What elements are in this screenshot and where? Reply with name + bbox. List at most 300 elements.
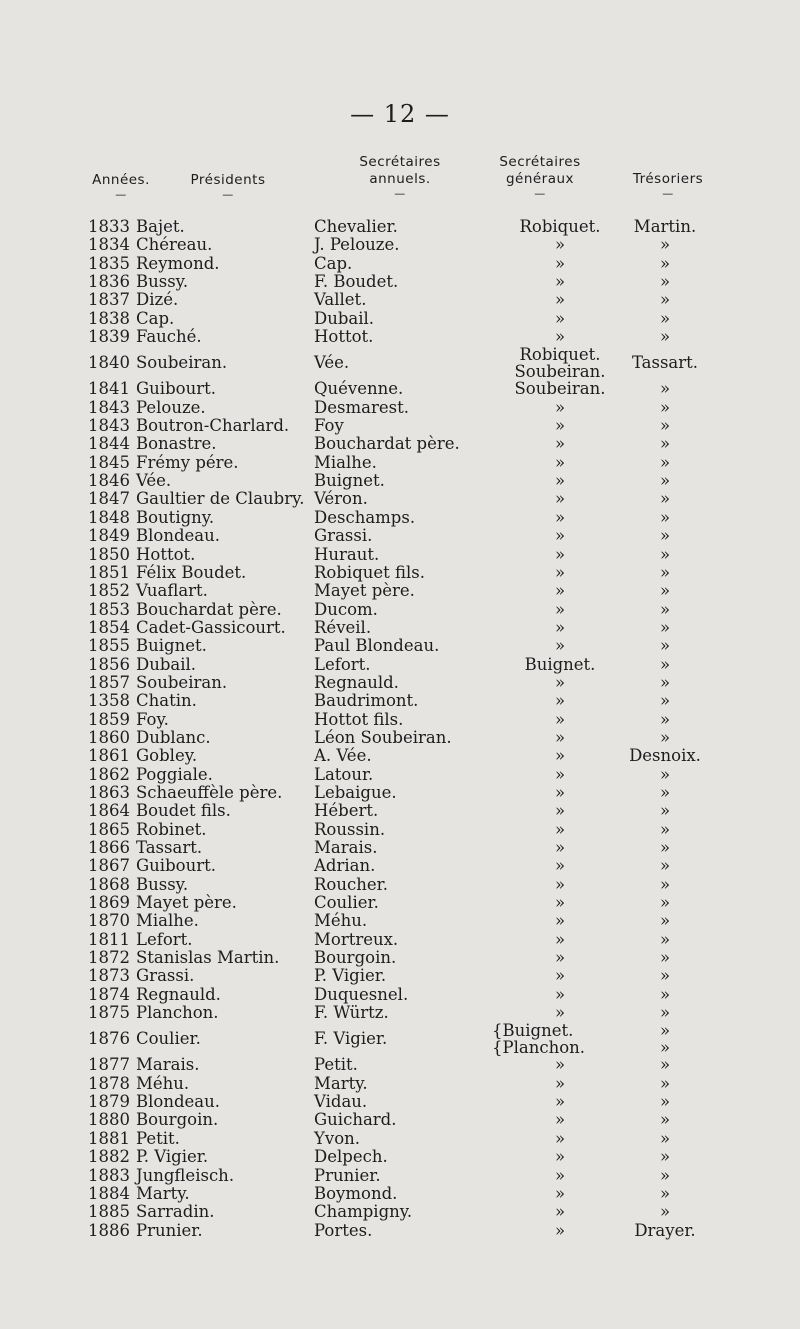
secretaire-annuel-cell: Marais. — [314, 838, 378, 857]
year-cell: 1863 — [88, 782, 130, 802]
year-cell: 1866 — [88, 838, 130, 857]
tresorier-cell: » — [659, 801, 671, 821]
header-secretaires-generaux-line2: généraux — [505, 171, 575, 187]
table-row — [0, 328, 800, 346]
president-cell: Boudet fils. — [136, 801, 231, 821]
secretaire-annuel-cell: Ducom. — [314, 599, 378, 619]
secretaire-general-cell: » — [554, 966, 566, 986]
officers-table — [0, 218, 800, 1240]
secretaire-annuel-cell: Bourgoin. — [314, 948, 397, 968]
secretaire-annuel-cell: Vallet. — [314, 290, 367, 310]
table-row — [0, 273, 800, 291]
header-secretaires-annuels-line2: annuels. — [369, 171, 431, 187]
year-cell: 1845 — [88, 452, 130, 472]
secretaire-general-line: Soubeiran. — [514, 362, 606, 382]
president-cell: Dubail. — [136, 654, 197, 674]
secretaire-annuel-cell: Réveil. — [314, 617, 372, 637]
table-row — [0, 1022, 800, 1056]
secretaire-general-cell: » — [554, 636, 566, 656]
secretaire-general-cell: » — [554, 1220, 566, 1240]
year-cell: 1853 — [88, 599, 130, 619]
secretaire-annuel-cell: Buignet. — [314, 471, 385, 491]
secretaire-general-cell: » — [554, 507, 566, 527]
table-row — [0, 564, 800, 582]
secretaire-general-cell: » — [554, 838, 566, 857]
year-cell: 1859 — [88, 709, 130, 729]
secretaire-general-cell: » — [554, 526, 566, 546]
president-cell: Pelouze. — [136, 397, 206, 417]
header-presidents — [178, 172, 278, 201]
year-cell: 1872 — [88, 948, 130, 968]
year-cell: 1836 — [88, 272, 130, 292]
secretaire-general-cell: » — [554, 746, 566, 766]
year-cell: 1884 — [88, 1183, 130, 1203]
president-cell: Sarradin. — [136, 1202, 215, 1222]
table-row — [0, 435, 800, 453]
secretaire-annuel-cell: Mayet père. — [314, 581, 415, 601]
table-row — [0, 857, 800, 875]
year-cell: 1878 — [88, 1073, 130, 1093]
tresorier-cell: Drayer. — [634, 1220, 696, 1240]
tresorier-cell: » — [659, 948, 671, 968]
tresorier-cell: » — [659, 526, 671, 546]
year-cell: 1860 — [88, 727, 130, 747]
president-cell: Vuaflart. — [136, 581, 208, 601]
year-cell: 1839 — [88, 327, 130, 347]
tresorier-cell: » — [659, 636, 671, 656]
secretaire-annuel-cell: Latour. — [314, 764, 374, 784]
secretaire-general-cell: » — [554, 253, 566, 273]
president-cell: Poggiale. — [136, 764, 213, 784]
table-row — [0, 674, 800, 692]
secretaire-annuel-cell: Bouchardat père. — [314, 434, 460, 454]
secretaire-annuel-cell: Vidau. — [314, 1092, 368, 1112]
table-row — [0, 729, 800, 747]
secretaire-annuel-cell: A. Vée. — [314, 746, 372, 766]
president-cell: Bonastre. — [136, 434, 217, 454]
secretaire-annuel-cell: Méhu. — [314, 911, 368, 931]
tresorier-cell: » — [659, 397, 671, 417]
president-cell: Grassi. — [136, 966, 195, 986]
tresorier-cell: » — [659, 1147, 671, 1167]
secretaire-general-cell: » — [554, 562, 566, 582]
header-tresoriers-label: Trésoriers — [632, 171, 704, 187]
president-cell: Regnauld. — [136, 984, 221, 1004]
header-dash: — — [394, 187, 406, 200]
secretaire-annuel-cell: Baudrimont. — [314, 691, 419, 711]
year-cell: 1874 — [88, 984, 130, 1004]
tresorier-cell: » — [659, 1165, 671, 1185]
header-presidents-label: Présidents — [190, 172, 266, 188]
table-row — [0, 1203, 800, 1221]
president-cell: Cap. — [136, 308, 175, 328]
president-cell: Mialhe. — [136, 911, 199, 931]
secretaire-general-cell: » — [554, 1128, 566, 1148]
header-annees — [86, 172, 156, 201]
president-cell: Guibourt. — [136, 856, 216, 876]
secretaire-general-cell: » — [554, 709, 566, 729]
table-row — [0, 967, 800, 985]
table-row — [0, 1167, 800, 1185]
tresorier-cell: » — [659, 1128, 671, 1148]
secretaire-annuel-cell: Dubail. — [314, 308, 375, 328]
table-row — [0, 1075, 800, 1093]
secretaire-annuel-cell: Mialhe. — [314, 452, 377, 472]
president-cell: Marais. — [136, 1055, 200, 1075]
table-row — [0, 1093, 800, 1111]
president-cell: Blondeau. — [136, 526, 220, 546]
secretaire-annuel-cell: Hébert. — [314, 801, 379, 821]
secretaire-annuel-cell: Deschamps. — [314, 507, 416, 527]
secretaire-annuel-cell: Vée. — [314, 353, 350, 373]
secretaire-annuel-cell: Prunier. — [314, 1165, 381, 1185]
secretaire-general-cell: » — [554, 856, 566, 876]
year-cell: 1851 — [88, 562, 130, 582]
secretaire-annuel-cell: Boymond. — [314, 1183, 398, 1203]
tresorier-cell: » — [659, 434, 671, 454]
secretaire-general-cell: » — [554, 893, 566, 913]
secretaire-general-cell: » — [554, 1055, 566, 1075]
secretaire-general-cell: » — [554, 727, 566, 747]
table-row — [0, 747, 800, 765]
tresorier-cell: » — [659, 544, 671, 564]
tresorier-cell: » — [659, 452, 671, 472]
header-dash: — — [222, 188, 234, 201]
secretaire-general-cell: » — [554, 1202, 566, 1222]
year-cell: 1811 — [88, 929, 130, 949]
president-cell: Foy. — [136, 709, 169, 729]
president-cell: Dizé. — [136, 290, 179, 310]
table-row — [0, 656, 800, 674]
year-cell: 1865 — [88, 819, 130, 839]
president-cell: Stanislas Martin. — [136, 948, 280, 968]
tresorier-cell: » — [659, 290, 671, 310]
year-cell: 1834 — [88, 235, 130, 255]
year-cell: 1841 — [88, 379, 130, 399]
year-cell: 1855 — [88, 636, 130, 656]
secretaire-general-cell: » — [554, 397, 566, 417]
header-secretaires-generaux-line1: Secrétaires — [499, 154, 581, 170]
secretaire-general-cell: Buignet. — [524, 654, 596, 674]
secretaire-annuel-cell: Mortreux. — [314, 929, 399, 949]
secretaire-general-cell: » — [554, 599, 566, 619]
tresorier-cell: » — [659, 272, 671, 292]
secretaire-annuel-cell: Petit. — [314, 1055, 358, 1075]
table-row — [0, 310, 800, 328]
year-cell: 1875 — [88, 1003, 130, 1023]
secretaire-annuel-cell: Grassi. — [314, 526, 373, 546]
president-cell: Soubeiran. — [136, 353, 228, 373]
year-cell: 1870 — [88, 911, 130, 931]
president-cell: Frémy pére. — [136, 452, 239, 472]
president-cell: Buignet. — [136, 636, 207, 656]
table-row — [0, 546, 800, 564]
secretaire-annuel-cell: Adrian. — [314, 856, 376, 876]
year-cell: 1886 — [88, 1220, 130, 1240]
header-secretaires-generaux — [480, 154, 600, 200]
tresorier-cell: » — [659, 709, 671, 729]
secretaire-general-cell: » — [554, 1003, 566, 1023]
table-row — [0, 527, 800, 545]
table-row — [0, 839, 800, 857]
tresorier-cell: » — [659, 599, 671, 619]
secretaire-annuel-cell: Véron. — [314, 489, 368, 509]
president-cell: Chéreau. — [136, 235, 213, 255]
president-cell: Petit. — [136, 1128, 180, 1148]
secretaire-annuel-cell: Delpech. — [314, 1147, 388, 1167]
secretaire-general-cell: » — [554, 290, 566, 310]
secretaire-general-cell — [498, 346, 622, 380]
year-cell: 1857 — [88, 672, 130, 692]
table-row — [0, 601, 800, 619]
secretaire-general-cell: » — [554, 984, 566, 1004]
president-cell: Félix Boudet. — [136, 562, 247, 582]
president-cell: Vée. — [136, 471, 172, 491]
president-cell: Bussy. — [136, 272, 189, 292]
table-row — [0, 802, 800, 820]
president-cell: Tassart. — [136, 838, 203, 857]
secretaire-general-cell: » — [554, 691, 566, 711]
secretaire-annuel-cell: Roucher. — [314, 874, 388, 894]
president-cell: Blondeau. — [136, 1092, 220, 1112]
year-cell: 1880 — [88, 1110, 130, 1130]
year-cell: 1849 — [88, 526, 130, 546]
secretaire-annuel-cell: Cap. — [314, 253, 353, 273]
header-tresoriers — [618, 171, 718, 200]
tresorier-cell: » — [659, 562, 671, 582]
table-row — [0, 637, 800, 655]
table-row — [0, 490, 800, 508]
page-number: — 12 — — [350, 100, 450, 128]
year-cell: 1847 — [88, 489, 130, 509]
tresorier-cell: » — [659, 1073, 671, 1093]
table-row — [0, 784, 800, 802]
table-row — [0, 619, 800, 637]
president-cell: Bourgoin. — [136, 1110, 219, 1130]
secretaire-annuel-cell: F. Boudet. — [314, 272, 399, 292]
tresorier-cell: » — [659, 893, 671, 913]
year-cell: 1879 — [88, 1092, 130, 1112]
secretaire-general-cell: Robiquet. — [519, 217, 601, 236]
year-cell: 1867 — [88, 856, 130, 876]
table-row — [0, 218, 800, 236]
table-row — [0, 1185, 800, 1203]
year-cell: 1843 — [88, 416, 130, 436]
secretaire-annuel-cell: Portes. — [314, 1220, 373, 1240]
table-row — [0, 236, 800, 254]
year-cell: 1873 — [88, 966, 130, 986]
secretaire-general-cell: » — [554, 782, 566, 802]
secretaire-general-cell: » — [554, 327, 566, 347]
secretaire-general-cell: » — [554, 471, 566, 491]
secretaire-general-cell: » — [554, 948, 566, 968]
secretaire-annuel-cell: Roussin. — [314, 819, 386, 839]
year-cell: 1876 — [88, 1029, 130, 1049]
tresorier-cell: » — [659, 1183, 671, 1203]
year-cell: 1869 — [88, 893, 130, 913]
president-cell: Planchon. — [136, 1003, 219, 1023]
secretaire-annuel-cell: Chevalier. — [314, 217, 398, 236]
year-cell: 1835 — [88, 253, 130, 273]
tresorier-cell: Desnoix. — [629, 746, 701, 766]
secretaire-annuel-cell: F. Vigier. — [314, 1029, 388, 1049]
tresorier-cell: » — [659, 471, 671, 491]
tresorier-cell: » — [659, 929, 671, 949]
secretaire-general-line: Robiquet. — [519, 345, 601, 365]
secretaire-general-cell: » — [554, 819, 566, 839]
table-row — [0, 766, 800, 784]
secretaire-annuel-cell: Marty. — [314, 1073, 368, 1093]
president-cell: Boutigny. — [136, 507, 215, 527]
tresorier-cell: » — [659, 727, 671, 747]
year-cell: 1837 — [88, 290, 130, 310]
table-row — [0, 876, 800, 894]
table-row — [0, 582, 800, 600]
secretaire-general-cell: » — [554, 235, 566, 255]
secretaire-annuel-cell: Quévenne. — [314, 379, 404, 399]
secretaire-annuel-cell: Léon Soubeiran. — [314, 727, 452, 747]
secretaire-general-cell: » — [554, 434, 566, 454]
secretaire-annuel-cell: J. Pelouze. — [314, 235, 400, 255]
secretaire-annuel-cell: Guichard. — [314, 1110, 397, 1130]
year-cell: 1833 — [88, 217, 130, 236]
secretaire-general-cell: » — [554, 1165, 566, 1185]
table-row — [0, 711, 800, 729]
year-cell: 1358 — [88, 691, 130, 711]
secretaire-general-cell: » — [554, 489, 566, 509]
secretaire-general-cell: » — [554, 617, 566, 637]
header-secretaires-annuels — [340, 154, 460, 200]
secretaire-annuel-cell: Foy — [314, 416, 344, 436]
secretaire-general-cell: » — [554, 416, 566, 436]
secretaire-general-line: {Buignet. — [492, 1021, 574, 1041]
secretaire-general-cell: » — [554, 1147, 566, 1167]
year-cell: 1843 — [88, 397, 130, 417]
year-cell: 1848 — [88, 507, 130, 527]
year-cell: 1881 — [88, 1128, 130, 1148]
table-row — [0, 912, 800, 930]
year-cell: 1882 — [88, 1147, 130, 1167]
table-row — [0, 509, 800, 527]
president-cell: Soubeiran. — [136, 672, 228, 692]
secretaire-annuel-cell: Hottot. — [314, 327, 374, 347]
secretaire-general-line: {Planchon. — [492, 1038, 586, 1058]
president-cell: Marty. — [136, 1183, 190, 1203]
year-cell: 1850 — [88, 544, 130, 564]
president-cell: Bussy. — [136, 874, 189, 894]
secretaire-general-cell: » — [554, 764, 566, 784]
table-row — [0, 255, 800, 273]
year-cell: 1885 — [88, 1202, 130, 1222]
year-cell: 1856 — [88, 654, 130, 674]
table-row — [0, 986, 800, 1004]
tresorier-cell: » — [659, 984, 671, 1004]
secretaire-annuel-cell: Champigny. — [314, 1202, 413, 1222]
year-cell: 1861 — [88, 746, 130, 766]
table-row — [0, 1148, 800, 1166]
secretaire-general-cell: » — [554, 1073, 566, 1093]
tresorier-cell: » — [659, 672, 671, 692]
table-row — [0, 454, 800, 472]
secretaire-general-cell: » — [554, 452, 566, 472]
tresorier-cell: » — [659, 507, 671, 527]
secretaire-general-cell: » — [554, 308, 566, 328]
tresorier-cell: » — [659, 966, 671, 986]
year-cell: 1846 — [88, 471, 130, 491]
year-cell: 1862 — [88, 764, 130, 784]
header-secretaires-annuels-line1: Secrétaires — [359, 154, 441, 170]
tresorier-cell: » — [659, 819, 671, 839]
secretaire-general-cell: » — [554, 272, 566, 292]
year-cell: 1868 — [88, 874, 130, 894]
table-row — [0, 692, 800, 710]
president-cell: Schaeuffèle père. — [136, 782, 283, 802]
tresorier-cell: Martin. — [633, 217, 697, 236]
secretaire-annuel-cell: Yvon. — [314, 1128, 361, 1148]
table-row — [0, 380, 800, 398]
secretaire-general-cell: » — [554, 544, 566, 564]
president-cell: Prunier. — [136, 1220, 203, 1240]
tresorier-cell: » — [659, 416, 671, 436]
tresorier-cell: » — [659, 379, 671, 399]
tresorier-cell: » — [659, 308, 671, 328]
tresorier-cell: » — [659, 838, 671, 857]
tresorier-line: » — [659, 1038, 671, 1058]
tresorier-cell: » — [659, 235, 671, 255]
tresorier-cell: » — [659, 1202, 671, 1222]
header-annees-label: Années. — [92, 172, 150, 188]
tresorier-cell: » — [659, 1110, 671, 1130]
president-cell: Coulier. — [136, 1029, 201, 1049]
tresorier-cell — [620, 1022, 710, 1056]
secretaire-general-cell: » — [554, 1092, 566, 1112]
secretaire-general-cell: » — [554, 911, 566, 931]
president-cell: Dublanc. — [136, 727, 211, 747]
table-row — [0, 1056, 800, 1074]
tresorier-cell: » — [659, 1055, 671, 1075]
president-cell: Reymond. — [136, 253, 220, 273]
year-cell: 1844 — [88, 434, 130, 454]
president-cell: Hottot. — [136, 544, 196, 564]
year-cell: 1877 — [88, 1055, 130, 1075]
president-cell: P. Vigier. — [136, 1147, 209, 1167]
president-cell: Boutron-Charlard. — [136, 416, 290, 436]
table-row — [0, 1222, 800, 1240]
secretaire-general-cell — [486, 1022, 628, 1056]
table-row — [0, 417, 800, 435]
tresorier-cell: » — [659, 581, 671, 601]
secretaire-annuel-cell: F. Würtz. — [314, 1003, 389, 1023]
president-cell: Mayet père. — [136, 893, 237, 913]
tresorier-cell: » — [659, 617, 671, 637]
president-cell: Gaultier de Claubry. — [136, 489, 305, 509]
secretaire-annuel-cell: P. Vigier. — [314, 966, 387, 986]
secretaire-general-cell: » — [554, 874, 566, 894]
table-row — [0, 291, 800, 309]
secretaire-annuel-cell: Huraut. — [314, 544, 380, 564]
secretaire-annuel-cell: Hottot fils. — [314, 709, 404, 729]
secretaire-annuel-cell: Regnauld. — [314, 672, 399, 692]
secretaire-annuel-cell: Lebaigue. — [314, 782, 397, 802]
president-cell: Lefort. — [136, 929, 193, 949]
secretaire-general-cell: » — [554, 929, 566, 949]
president-cell: Guibourt. — [136, 379, 216, 399]
year-cell: 1852 — [88, 581, 130, 601]
table-row — [0, 821, 800, 839]
secretaire-annuel-cell: Lefort. — [314, 654, 371, 674]
secretaire-annuel-cell: Paul Blondeau. — [314, 636, 440, 656]
tresorier-cell: » — [659, 1092, 671, 1112]
